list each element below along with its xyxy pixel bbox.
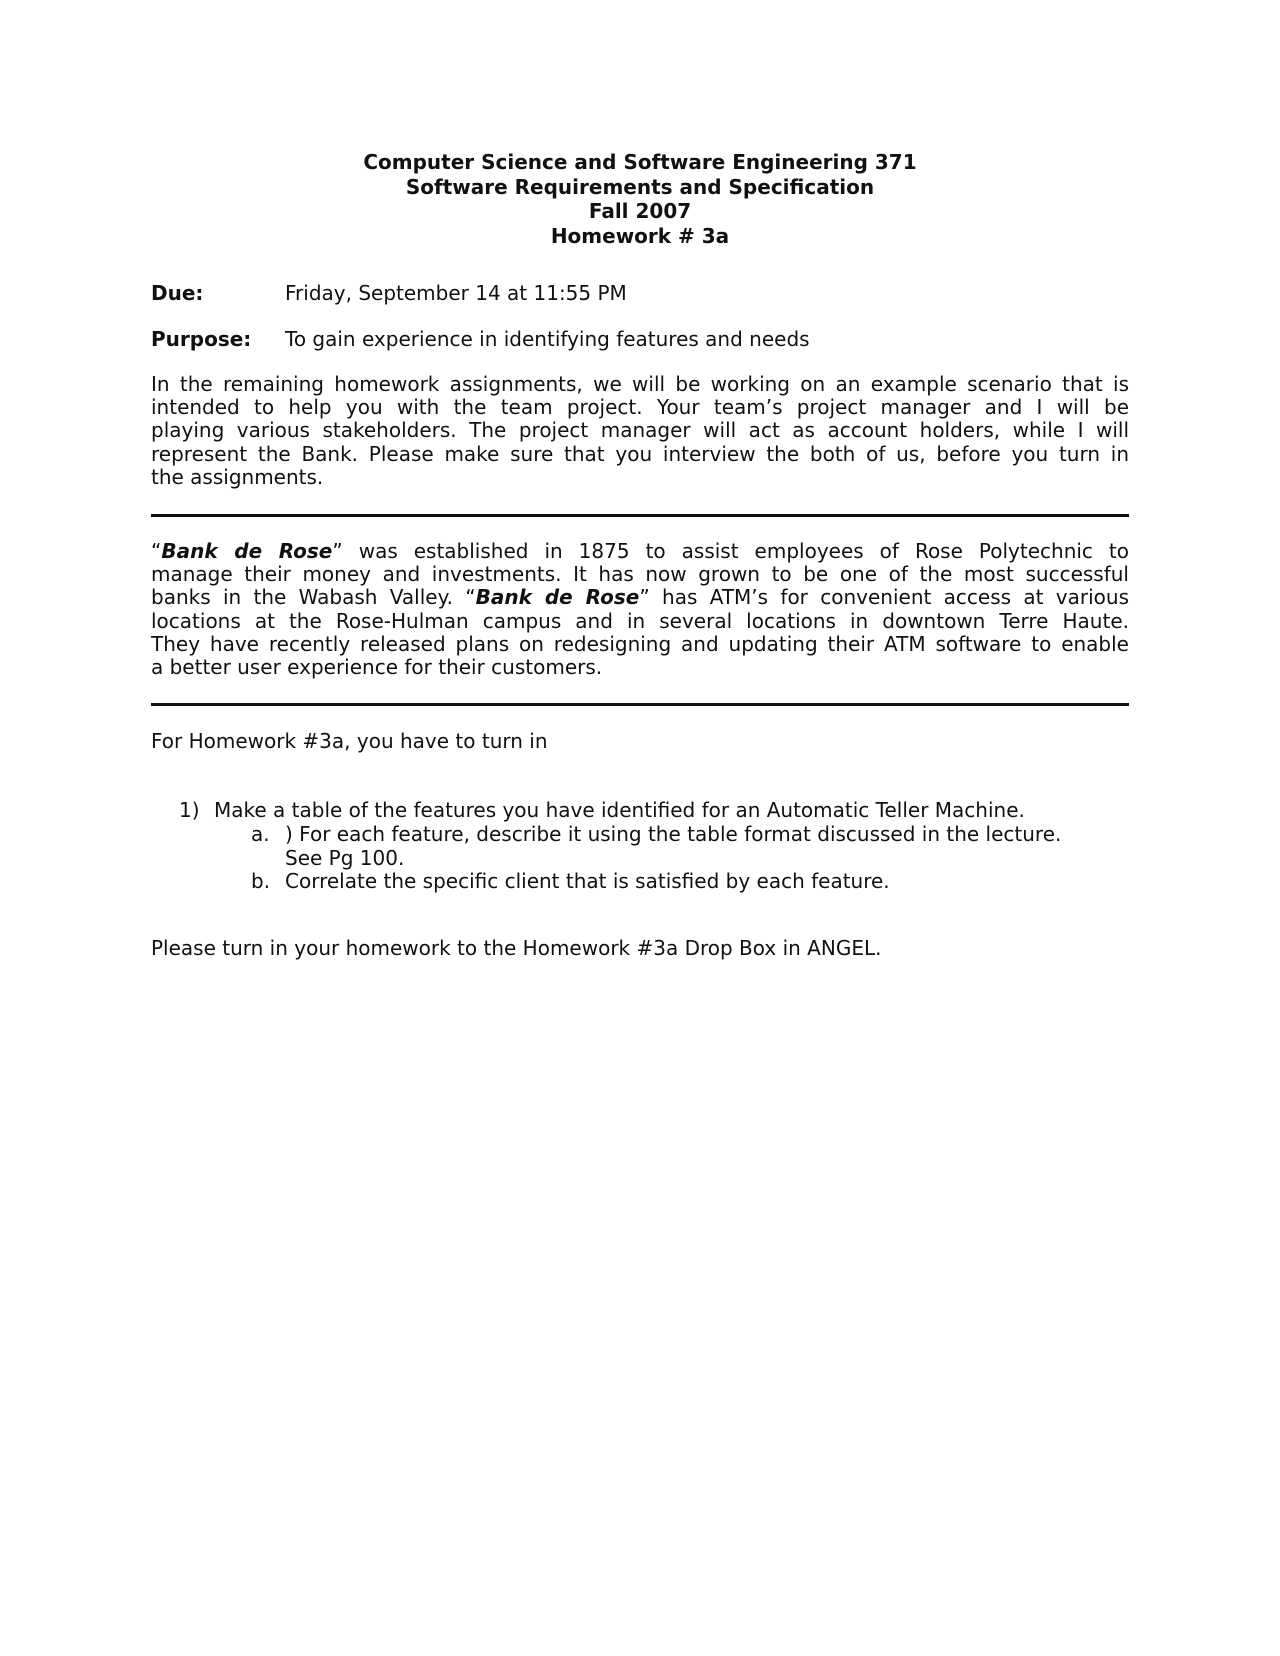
task-marker: a. [251, 822, 270, 846]
course-title: Computer Science and Software Engineering 371 [363, 150, 917, 174]
scenario-line: a better user experience for their customers. [151, 655, 603, 680]
purpose-label: Purpose: [151, 327, 252, 351]
intro-paragraph [151, 373, 1129, 489]
intro-line: In the remaining homework assignments, we will be working on an example scenario that is [151, 372, 1129, 396]
task-subitem-a [251, 822, 1061, 847]
intro-line: represent the Bank. Please make sure that you interview the both of us, before you turn in [151, 441, 1129, 466]
due-row [151, 281, 627, 305]
due-value: Friday, September 14 at 11:55 PM [285, 281, 627, 305]
term: Fall 2007 [588, 199, 692, 223]
intro-line: intended to help you with the team project. Your team’s project manager and I will be [151, 395, 1129, 420]
closing-instruction: Please turn in your homework to the Homework #3a Drop Box in ANGEL. [151, 936, 882, 960]
scenario-paragraph [151, 540, 1129, 679]
scenario-line: banks in the Wabash Valley. “Bank de Rose” has ATM’s for convenient access at various [151, 585, 1130, 610]
document-header [151, 150, 1129, 248]
purpose-value: To gain experience in identifying features and needs [285, 327, 810, 351]
bank-name: Bank de Rose [475, 585, 640, 610]
task-text: Make a table of the features you have identified for an Automatic Teller Machine. [214, 798, 1025, 822]
turn-in-intro: For Homework #3a, you have to turn in [151, 729, 548, 753]
intro-line: the assignments. [151, 464, 324, 489]
scenario-line: manage their money and investments. It has now grown to be one of the most successful [151, 562, 1129, 587]
task-marker: b. [251, 869, 271, 893]
task-text: ) For each feature, describe it using the table format discussed in the lecture. [285, 822, 1062, 846]
task-subitem-a-continued: See Pg 100. [285, 846, 405, 870]
scenario-line: “Bank de Rose” was established in 1875 to assist employees of Rose Polytechnic to [151, 539, 1129, 563]
task-marker: 1) [179, 798, 200, 822]
task-subitem-b [251, 869, 890, 894]
due-label: Due: [151, 281, 204, 305]
bank-name: Bank de Rose [161, 539, 333, 563]
divider-bottom [151, 703, 1129, 706]
scenario-line: locations at the Rose-Hulman campus and in several locations in downtown Terre Haute. [151, 608, 1129, 633]
scenario-line: They have recently released plans on redesigning and updating their ATM software to enable [151, 631, 1129, 656]
assignment-title: Homework # 3a [550, 223, 730, 248]
divider-top [151, 514, 1129, 517]
course-subtitle: Software Requirements and Specification [405, 174, 875, 199]
intro-line: playing various stakeholders. The project manager will act as account holders, while I will [151, 418, 1129, 443]
purpose-row [151, 327, 810, 351]
task-text: Correlate the specific client that is satisfied by each feature. [285, 869, 890, 893]
task-item-1 [179, 798, 1025, 823]
